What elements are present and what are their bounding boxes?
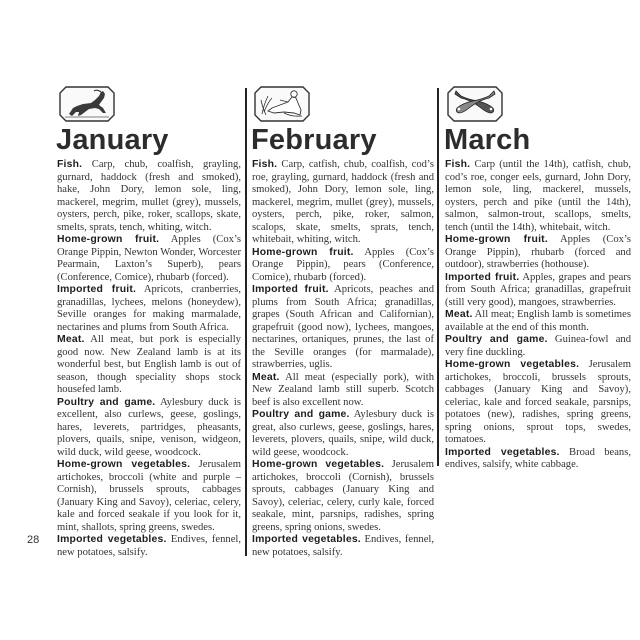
category-label: Home-grown vegetables.: [57, 459, 191, 470]
category-label: Poultry and game.: [445, 334, 548, 345]
entry-text: Aylesbury duck is excellent, also curlews, geese, goslings, hares, leverets, partridges, pheasants, plovers, quails, snipe, venison, widgeon, wild duck, wild geese, woodcock.: [57, 396, 241, 458]
entry-text: Apples (Cox’s Orange Pippin), pears (Conference, Comice), rhubarb (forced).: [252, 246, 434, 283]
entry-imported-vegetables: [445, 447, 631, 472]
category-label: Meat.: [57, 334, 85, 345]
category-label: Imported vegetables.: [445, 446, 560, 458]
entry-text: Apricots, peaches and plums from South Africa; granadillas, grapes (South African and Californian), grapefruit (good now), lychees, mangoes, nectarines, ortaniques, prunes, the last of the Seville oranges (for marmalade), strawberries, uglis.: [252, 284, 434, 370]
month-heading: February: [251, 124, 377, 156]
entry-poultry-and-game: [57, 397, 241, 460]
entry-text: Endives, fennel, new potatoes, salsify.: [57, 534, 242, 558]
category-label: Imported vegetables.: [252, 534, 361, 545]
month-heading: March: [444, 124, 531, 156]
entry-text: Jerusalem artichokes, broccoli (white and purple – Cornish), brussels sprouts, cabbages (January King and Savoy), celeriac, celery, kale and forced seakale if you look for it, mint, shallots, spring greens, swedes.: [57, 459, 241, 533]
category-label: Fish.: [252, 159, 278, 170]
entry-text: Guinea-fowl and very fine duckling.: [445, 334, 631, 358]
month-column-january: [57, 86, 241, 559]
entry-imported-vegetables: [252, 534, 434, 559]
column-divider: [245, 88, 247, 556]
category-label: Meat.: [445, 309, 473, 320]
entry-imported-fruit: [252, 284, 434, 372]
month-heading: January: [56, 124, 169, 156]
category-label: Poultry and game.: [252, 409, 350, 420]
category-label: Fish.: [57, 159, 83, 170]
entry-poultry-and-game: [252, 409, 434, 459]
entry-text: Carp (until the 14th), catfish, chub, cod’s roe, conger eels, gurnard, John Dory, lemon sole, ling, mackerel, mussels, oysters, perch and pike (until the 14th), salmon, salmon-trout, scallops, smelts, tench (until the 14th), whitebait, witch.: [445, 159, 631, 233]
goat-icon: [59, 86, 115, 122]
category-label: Home-grown vegetables.: [445, 359, 580, 370]
entry-text: Apples (Cox’s Orange Pippin), rhubarb (forced and outdoor), strawberries (hothouse).: [445, 234, 631, 270]
entry-home-grown-vegetables: [57, 459, 241, 534]
entry-text: Apples, grapes and pears from South Africa; granadillas, grapefruit (still very good), mangoes, strawberries.: [445, 271, 631, 308]
entry-fish: [57, 159, 241, 234]
entry-text: Carp, catfish, chub, coalfish, cod’s roe, grayling, gurnard, haddock (fresh and smoked), John Dory, lemon sole, ling, mackerel, megrim, mullet (grey), mussels, oysters, perch, pike, roker, salmon, scalops, skate, smelts, sprats, tench, whitebait, whiting, witch.: [252, 159, 434, 245]
category-label: Fish.: [445, 159, 471, 170]
entry-text: All meat (especially pork), with New Zealand lamb still superb. Scotch beef is also excellent now.: [252, 371, 434, 408]
entry-text: All meat; English lamb is sometimes available at the end of this month.: [445, 309, 631, 333]
category-label: Poultry and game.: [57, 396, 156, 408]
entry-text: All meat, but pork is especially good now. New Zealand lamb is at its wonderful best, but English lamb is out of season, though speciality shops stock housefed lamb.: [57, 334, 241, 395]
category-label: Home-grown fruit.: [57, 234, 160, 245]
entry-imported-fruit: [57, 284, 241, 334]
page-number: 28: [27, 534, 40, 546]
entry-text: Aylesbury duck is great, also curlews, geese, goslings, hares, leverets, plovers, quails, snipe, wild duck, wild geese, woodcock.: [252, 409, 434, 458]
category-label: Imported fruit.: [57, 284, 137, 295]
month-column-march: [445, 86, 631, 472]
category-label: Home-grown fruit.: [445, 234, 548, 245]
entry-imported-vegetables: [57, 534, 241, 559]
entry-text: Endives, fennel, new potatoes, salsify.: [252, 534, 434, 558]
entry-fish: [445, 159, 631, 234]
entry-meat: [445, 309, 631, 334]
entry-home-grown-vegetables: [252, 459, 434, 534]
category-label: Imported vegetables.: [57, 534, 167, 545]
entry-text: Jerusalem artichokes, broccoli (Cornish), brussels sprouts, cabbages (January King and Savoy), celeriac, celery, curly kale, forced seakale, mint, parsnips, radishes, spring greens, spring onions, swedes.: [252, 459, 434, 533]
category-label: Imported fruit.: [445, 271, 520, 283]
category-label: Home-grown vegetables.: [252, 459, 385, 470]
entry-fish: [252, 159, 434, 247]
entry-meat: [57, 334, 241, 397]
entry-home-grown-fruit: [57, 234, 241, 284]
entry-text: Jerusalem artichokes, broccoli, brussels sprouts, cabbages (January King and Savoy), celeriac, kale and forced seakale, parsnips, potatoes (new), radishes, spring greens, spring onions, sprout tops, swedes, tomatoes.: [445, 359, 631, 445]
entry-text: Carp, chub, coalfish, grayling, gurnard, haddock (fresh and smoked), hake, John Dory, lemon sole, ling, mackerel, megrim, mullet (grey), mussels, oysters, perch, pike, roker, scallops, skate, smelts, sprats, tench, whiting, witch.: [57, 159, 241, 233]
category-label: Meat.: [252, 371, 280, 383]
category-label: Home-grown fruit.: [252, 246, 354, 258]
reclining-figure-icon: [254, 86, 310, 122]
entry-text: Apricots, cranberries, granadillas, lychees, melons (honeydew), Seville oranges for making marmalade, nectarines and plums from South Africa.: [57, 284, 241, 333]
entry-home-grown-fruit: [445, 234, 631, 272]
entry-imported-fruit: [445, 272, 631, 310]
entry-text: Broad beans, endives, salsify, white cabbage.: [445, 446, 632, 470]
entry-home-grown-vegetables: [445, 359, 631, 447]
crossed-fish-icon: [447, 86, 503, 122]
category-label: Imported fruit.: [252, 284, 329, 295]
entry-home-grown-fruit: [252, 247, 434, 285]
column-divider: [437, 88, 439, 466]
entry-meat: [252, 372, 434, 410]
month-column-february: [252, 86, 434, 559]
entry-poultry-and-game: [445, 334, 631, 359]
entry-text: Apples (Cox’s Orange Pippin, Newton Wonder, Worcester Pearmain, Laxton’s Superb), pears (Conference, Comice), rhubarb (forced).: [57, 234, 241, 283]
